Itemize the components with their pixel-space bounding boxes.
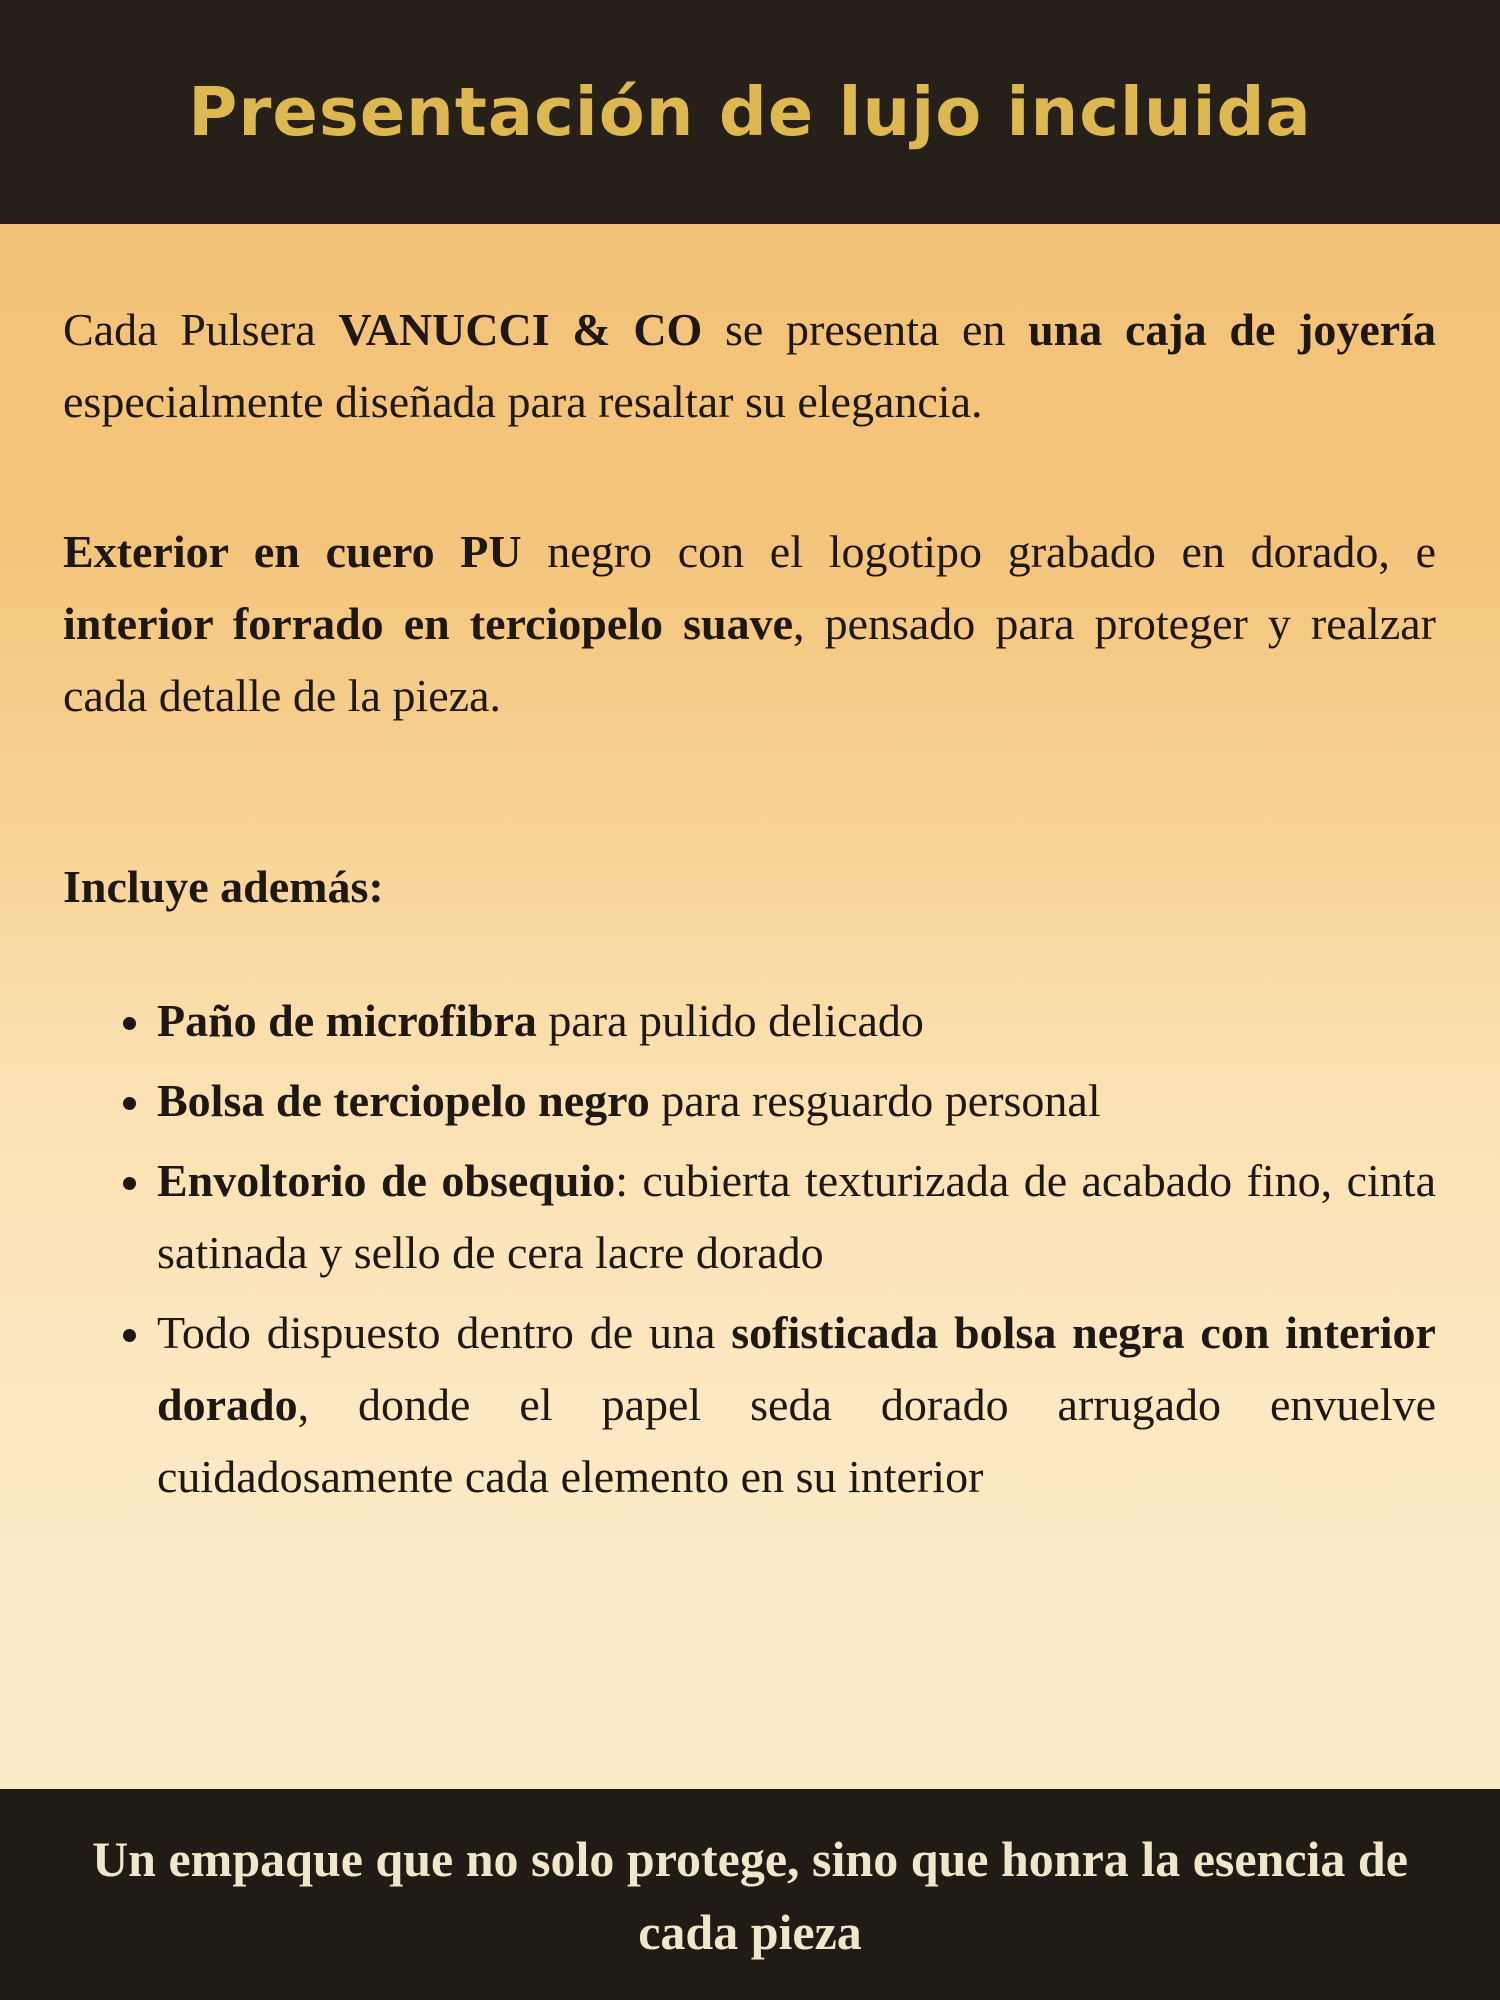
footer-bar — [0, 1789, 1500, 2000]
includes-heading: Incluye además: — [63, 861, 384, 912]
body-content — [0, 224, 1500, 1789]
list-item: • Bolsa de terciopelo negro para resguardo personal — [155, 1065, 1436, 1137]
list-item: • Paño de microfibra para pulido delicado — [155, 985, 1436, 1057]
header-bar — [0, 0, 1500, 224]
exterior-paragraph: Exterior en cuero PU negro con el logotipo grabado en dorado, e interior forrado en terciopelo suave, pensado para proteger y realzar cada detalle de la pieza. — [63, 526, 1436, 721]
includes-list — [63, 985, 1436, 1513]
list-item: • Envoltorio de obsequio: cubierta texturizada de acabado fino, cinta satinada y sello de cera lacre dorado — [155, 1145, 1436, 1289]
footer-tagline: Un empaque que no solo protege, sino que honra la esencia de cada pieza — [92, 1831, 1408, 1960]
page-title: Presentación de lujo incluida — [188, 73, 1312, 151]
intro-paragraph: Cada Pulsera VANUCCI & CO se presenta en una caja de joyería especialmente diseñada para resaltar su elegancia. — [63, 304, 1437, 427]
list-item: • Todo dispuesto dentro de una sofisticada bolsa negra con interior dorado, donde el papel seda dorado arrugado envuelve cuidadosamente cada elemento en su interior — [155, 1297, 1436, 1513]
